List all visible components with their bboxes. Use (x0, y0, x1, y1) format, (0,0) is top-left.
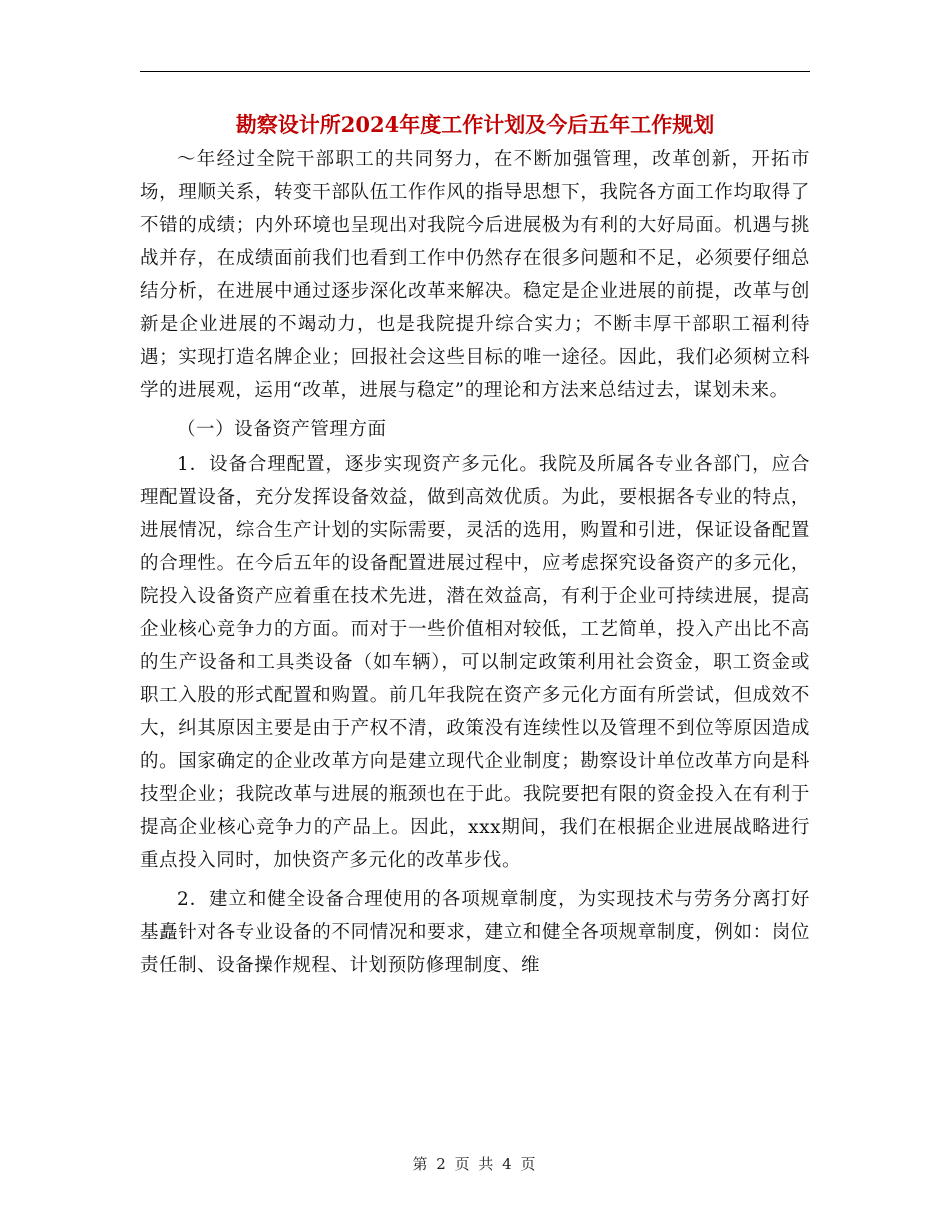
header-rule (140, 71, 810, 72)
document-title: 勘察设计所2024年度工作计划及今后五年工作规划 (235, 112, 715, 137)
section-heading-equipment: （一）设备资产管理方面 (177, 419, 387, 440)
paragraph-intro: ～年经过全院干部职工的共同努力，在不断加强管理，改革创新，开拓市场，理顺关系，转变干部队伍工作作风的指导思想下，我院各方面工作均取得了不错的成绩；内外环境也呈现出对我院今后进展极为有利的大好局面。机遇与挑战并存，在成绩面前我们也看到工作中仍然存在很多问题和不足，必须要仔细总结分析，在进展中通过逐步深化改革来解决。稳定是企业进展的前提，改革与创新是企业进展的不竭动力，也是我院提升综合实力；不断丰厚干部职工福利待遇；实现打造名牌企业；回报社会这些目标的唯一途径。因此，我们必须树立科学的进展观，运用“改革，进展与稳定”的理论和方法来总结过去，谋划未来。 (140, 149, 810, 401)
paragraph-item-2: 2．建立和健全设备合理使用的各项规章制度，为实现技术与劳务分离打好基矗针对各专业设备的不同情况和要求，建立和健全各项规章制度，例如：岗位责任制、设备操作规程、计划预防修理制度、维 (140, 889, 810, 976)
paragraph-item-1: 1．设备合理配置，逐步实现资产多元化。我院及所属各专业各部门，应合理配置设备，充分发挥设备效益，做到高效优质。为此，要根据各专业的特点，进展情况，综合生产计划的实际需要，灵活的选用，购置和引进，保证设备配置的合理性。在今后五年的设备配置进展过程中，应考虑探究设备资产的多元化，院投入设备资产应着重在技术先进，潜在效益高，有利于企业可持续进展，提高企业核心竞争力的方面。而对于一些价值相对较低，工艺简单，投入产出比不高的生产设备和工具类设备（如车辆），可以制定政策利用社会资金，职工资金或职工入股的形式配置和购置。前几年我院在资产多元化方面有所尝试，但成效不大，纠其原因主要是由于产权不清，政策没有连续性以及管理不到位等原因造成的。国家确定的企业改革方向是建立现代企业制度；勘察设计单位改革方向是科技型企业；我院改革与进展的瓶颈也在于此。我院要把有限的资金投入在有利于提高企业核心竞争力的产品上。因此，xxx期间，我们在根据企业进展战略进行重点投入同时，加快资产多元化的改革步伐。 (140, 454, 810, 871)
document-body (140, 143, 810, 988)
page-footer: 第 2 页 共 4 页 (412, 1155, 538, 1173)
